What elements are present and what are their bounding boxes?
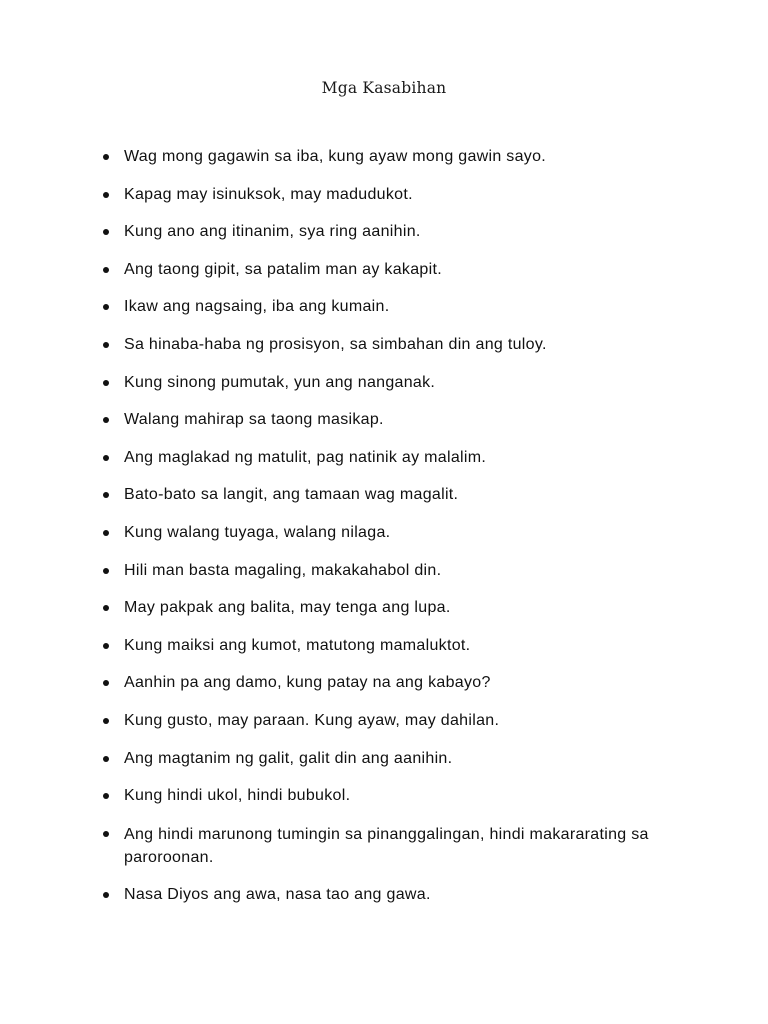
list-item-text: Kung sinong pumutak, yun ang nanganak. xyxy=(124,373,436,391)
proverb-list xyxy=(98,146,668,922)
bullet-icon xyxy=(103,342,109,348)
bullet-icon xyxy=(103,643,109,649)
list-item xyxy=(98,334,668,356)
list-item xyxy=(98,296,668,318)
list-item-text: Walang mahirap sa taong masikap. xyxy=(124,411,384,429)
list-item-text: Wag mong gagawin sa iba, kung ayaw mong gawin sayo. xyxy=(124,148,547,165)
list-item xyxy=(98,447,668,469)
bullet-icon xyxy=(103,718,109,724)
list-item xyxy=(98,146,668,168)
list-item xyxy=(98,259,668,281)
list-item-text: Ang hindi marunong tumingin sa pinanggalingan, hindi makararating sa paroroonan. xyxy=(124,825,649,866)
list-item-text: Kapag may isinuksok, may madudukot. xyxy=(124,185,413,203)
list-item xyxy=(98,748,668,770)
list-item xyxy=(98,785,668,807)
list-item-text: Kung ano ang itinanim, sya ring aanihin. xyxy=(124,223,421,241)
list-item-text: Ang taong gipit, sa patalim man ay kakapit. xyxy=(124,260,442,278)
list-item-text: Kung gusto, may paraan. Kung ayaw, may dahilan. xyxy=(124,711,500,729)
bullet-icon xyxy=(103,530,109,536)
list-item-text: Bato-bato sa langit, ang tamaan wag magalit. xyxy=(124,486,459,504)
list-item-text: Ang magtanim ng galit, galit din ang aanihin. xyxy=(124,749,453,767)
list-item xyxy=(98,484,668,506)
bullet-icon xyxy=(103,417,109,423)
list-item-text: Aanhin pa ang damo, kung patay na ang kabayo? xyxy=(124,674,491,692)
bullet-icon xyxy=(103,756,109,762)
bullet-icon xyxy=(103,831,109,837)
document-title: Mga Kasabihan xyxy=(321,79,447,97)
bullet-icon xyxy=(103,154,109,160)
list-item xyxy=(98,409,668,431)
bullet-icon xyxy=(103,492,109,498)
list-item-text: Nasa Diyos ang awa, nasa tao ang gawa. xyxy=(124,886,431,904)
list-item-text: Kung walang tuyaga, walang nilaga. xyxy=(124,523,391,541)
bullet-icon xyxy=(103,192,109,198)
list-item xyxy=(98,672,668,694)
list-item-text: Kung maiksi ang kumot, matutong mamaluktot. xyxy=(124,636,471,654)
bullet-icon xyxy=(103,455,109,461)
list-item xyxy=(98,560,668,582)
list-item-text: Ang maglakad ng matulit, pag natinik ay malalim. xyxy=(124,448,487,466)
list-item-text: Kung hindi ukol, hindi bubukol. xyxy=(124,787,351,805)
bullet-icon xyxy=(103,568,109,574)
bullet-icon xyxy=(103,793,109,799)
list-item xyxy=(98,823,668,869)
bullet-icon xyxy=(103,229,109,235)
list-item xyxy=(98,184,668,206)
list-item xyxy=(98,372,668,394)
list-item xyxy=(98,884,668,906)
list-item xyxy=(98,597,668,619)
list-item xyxy=(98,710,668,732)
list-item xyxy=(98,635,668,657)
list-item-text: Hili man basta magaling, makakahabol din. xyxy=(124,561,442,579)
list-item-text: May pakpak ang balita, may tenga ang lupa. xyxy=(124,599,451,617)
list-item-text: Ikaw ang nagsaing, iba ang kumain. xyxy=(124,298,390,316)
list-item-text: Sa hinaba-haba ng prosisyon, sa simbahan din ang tuloy. xyxy=(124,335,547,353)
bullet-icon xyxy=(103,605,109,611)
bullet-icon xyxy=(103,892,109,898)
list-item xyxy=(98,522,668,544)
bullet-icon xyxy=(103,267,109,273)
bullet-icon xyxy=(103,680,109,686)
bullet-icon xyxy=(103,304,109,310)
bullet-icon xyxy=(103,380,109,386)
list-item xyxy=(98,221,668,243)
